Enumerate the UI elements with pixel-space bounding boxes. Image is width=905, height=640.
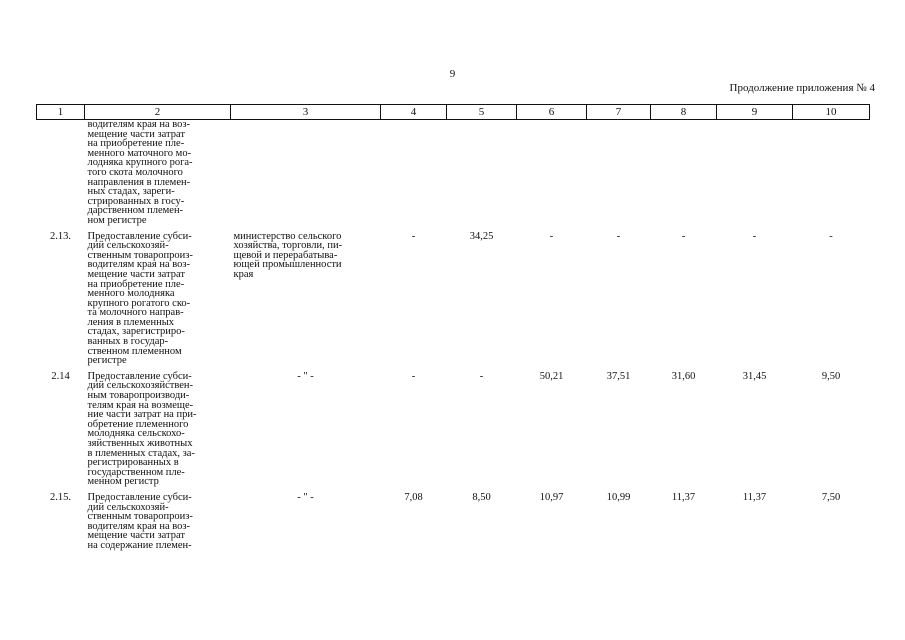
value-cell: 31,45: [742, 370, 767, 382]
measure-description: Предоставление субси- дий сельскохозяйствен- ным товаропроизводи- телям края на возмеще- ние части затрат на при- обретение племенного молодняка сельскохо- зяйственных животных в племенных стадах, за- регистрированных в государственном пле- менном регистр: [87, 370, 197, 488]
value-cell: [447, 120, 517, 226]
value-cell: [651, 120, 717, 226]
row-number: 2.15.: [50, 491, 71, 503]
responsible-executor: министерство сельского хозяйства, торговли, пи- щевой и перерабатыва- ющей промышленности края: [233, 230, 343, 280]
value-cell: [793, 120, 870, 226]
value-cell: -: [681, 230, 686, 242]
column-header: 5: [447, 105, 517, 120]
column-header: 8: [651, 105, 717, 120]
value-cell: 10,97: [539, 491, 564, 503]
value-cell: -: [479, 370, 484, 382]
column-header: 6: [517, 105, 587, 120]
table-row: [37, 232, 870, 366]
measure-description: водителям края на воз- мещение части затрат на приобретение пле- менного маточного мо- лодняка крупного рога- того скота молочного направления в племен- ных стадах, зареги- стрированных в госу- дарственном племен- ном регистре: [87, 119, 193, 226]
value-cell: -: [549, 230, 554, 242]
value-cell: 50,21: [539, 370, 564, 382]
value-cell: 10,99: [606, 491, 631, 503]
value-cell: -: [829, 230, 833, 242]
column-header: 4: [381, 105, 447, 120]
page-number: 9: [449, 68, 456, 80]
responsible-executor: - " -: [297, 370, 314, 382]
row-number: 2.13.: [50, 230, 71, 242]
value-cell: [717, 120, 793, 226]
value-cell: -: [411, 230, 416, 242]
table-body: [37, 120, 870, 551]
responsible-executor: - " -: [297, 491, 314, 503]
column-header: 2: [85, 105, 231, 120]
value-cell: [381, 120, 447, 226]
row-number: [37, 120, 85, 226]
appendix-continuation-label: Продолжение приложения № 4: [729, 82, 875, 94]
row-number: 2.14: [51, 370, 70, 382]
column-header: 3: [231, 105, 381, 120]
program-table: [36, 104, 870, 551]
value-cell: 37,51: [606, 370, 631, 382]
column-header: 7: [587, 105, 651, 120]
measure-description: Предоставление субси- дий сельскохозяй- ственным товаропроиз- водителям края на воз- мещение части затрат на приобретение пле- менного молодняка крупного рогатого ско- та молочного направ- ления в племенных стадах, зарегистриро- ванных в государ- ственном племенном регистре: [87, 230, 193, 367]
value-cell: -: [616, 230, 621, 242]
value-cell: 31,60: [671, 370, 696, 382]
column-header: 10: [793, 105, 870, 120]
measure-description: Предоставление субси- дий сельскохозяй- ственным товаропроиз- водителям края на воз- мещение части затрат на содержание племен-: [87, 491, 193, 551]
value-cell: -: [411, 370, 416, 382]
value-cell: [587, 120, 651, 226]
column-header: 9: [717, 105, 793, 120]
table-row: [37, 120, 870, 226]
responsible-executor: [231, 120, 381, 226]
value-cell: 34,25: [469, 230, 494, 242]
column-header: 1: [37, 105, 85, 120]
value-cell: 9,50: [821, 370, 841, 382]
value-cell: -: [752, 230, 757, 242]
value-cell: 7,08: [404, 491, 423, 503]
table-header-row: [37, 105, 870, 120]
value-cell: [517, 120, 587, 226]
value-cell: 7,50: [821, 491, 841, 503]
value-cell: 11,37: [742, 491, 767, 503]
table-row: [37, 372, 870, 487]
value-cell: 8,50: [472, 491, 491, 503]
value-cell: 11,37: [671, 491, 696, 503]
table-row: [37, 493, 870, 551]
